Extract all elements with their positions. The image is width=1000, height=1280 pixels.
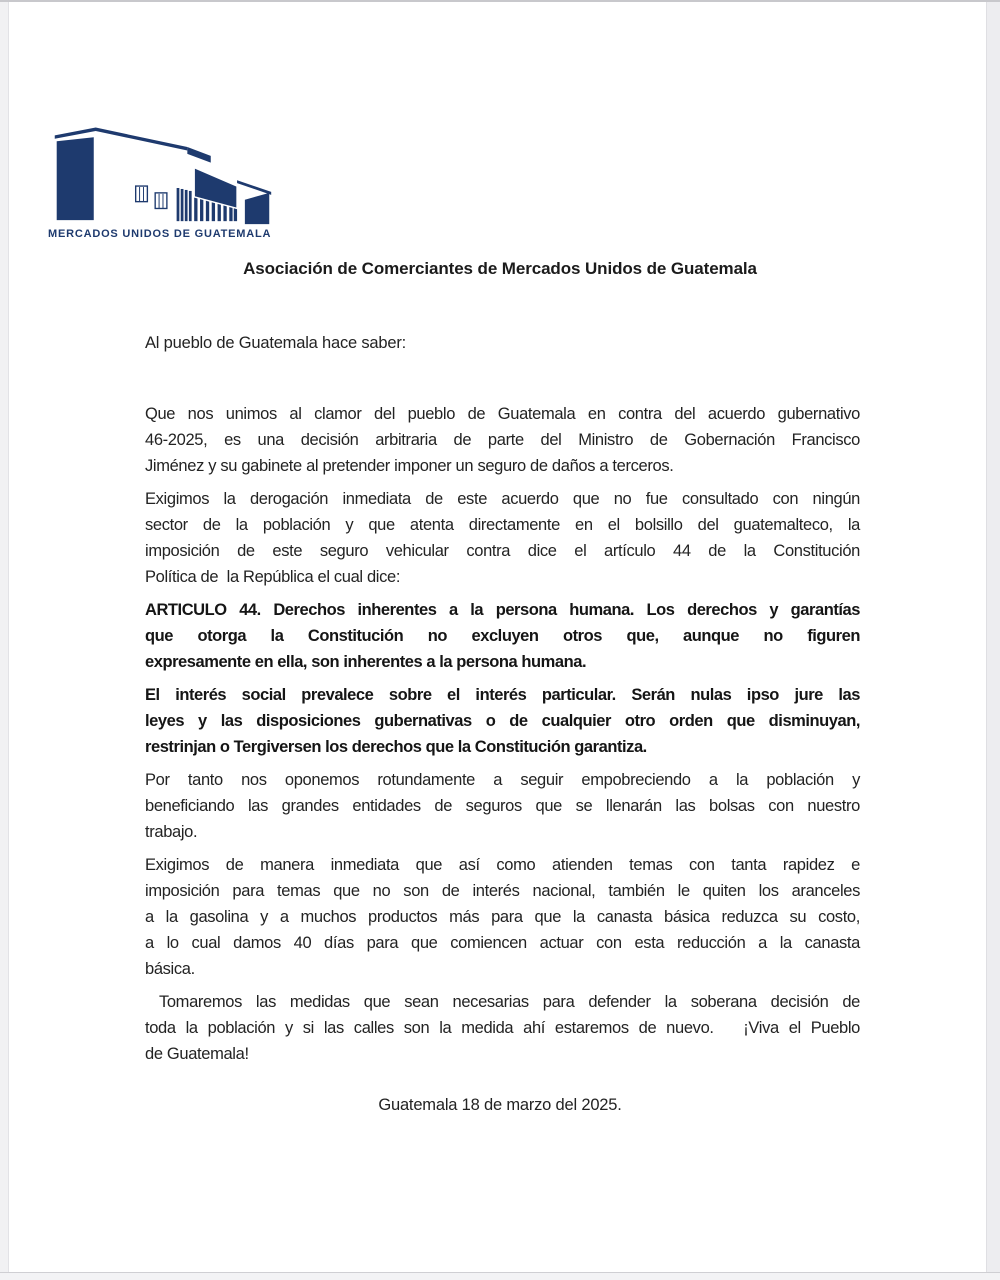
- paragraph: [145, 989, 860, 1067]
- page-edge-top: [0, 0, 1000, 2]
- document-body: [145, 401, 860, 1074]
- text-line: imposición de este seguro vehicular contra dice el artículo 44 de la Constitución: [145, 542, 860, 560]
- paragraph: [145, 852, 860, 982]
- text-line: trabajo.: [145, 823, 198, 841]
- building-logo-icon: [48, 110, 276, 227]
- text-line: básica.: [145, 960, 195, 978]
- text-line: 46-2025, es una decisión arbitraria de parte del Ministro de Gobernación Francisco: [145, 431, 860, 449]
- text-line: Política de la República el cual dice:: [145, 568, 401, 586]
- paragraph: [145, 597, 860, 675]
- page-edge-right: [986, 2, 1000, 1280]
- text-line: expresamente en ella, son inherentes a la persona humana.: [145, 653, 587, 671]
- paragraph: [145, 682, 860, 760]
- paragraph: [145, 486, 860, 590]
- text-line: Que nos unimos al clamor del pueblo de Guatemala en contra del acuerdo gubernativo: [145, 405, 860, 423]
- page-edge-left: [0, 2, 9, 1280]
- text-line: Tomaremos las medidas que sean necesarias para defender la soberana decisión de: [145, 993, 860, 1011]
- text-line: de Guatemala!: [145, 1045, 249, 1063]
- logo: [48, 110, 280, 240]
- text-line: leyes y las disposiciones gubernativas o de cualquier otro orden que disminuyan,: [145, 712, 860, 730]
- text-line: Exigimos de manera inmediata que así como atienden temas con tanta rapidez e: [145, 856, 860, 874]
- text-line: imposición para temas que no son de interés nacional, también le quiten los aranceles: [145, 882, 860, 900]
- page-edge-bottom: [0, 1272, 1000, 1280]
- salutation: Al pueblo de Guatemala hace saber:: [145, 334, 407, 352]
- text-line: a la gasolina y a muchos productos más para que la canasta básica reduzca su costo,: [145, 908, 860, 926]
- logo-caption: MERCADOS UNIDOS DE GUATEMALA: [48, 228, 272, 240]
- text-line: Jiménez y su gabinete al pretender imponer un seguro de daños a terceros.: [145, 457, 674, 475]
- document-title: Asociación de Comerciantes de Mercados Unidos de Guatemala: [243, 259, 757, 278]
- paragraph: [145, 401, 860, 479]
- text-line: El interés social prevalece sobre el interés particular. Serán nulas ipso jure las: [145, 686, 860, 704]
- text-line: Exigimos la derogación inmediata de este acuerdo que no fue consultado con ningún: [145, 490, 860, 508]
- text-line: que otorga la Constitución no excluyen otros que, aunque no figuren: [145, 627, 860, 645]
- text-line: sector de la población y que atenta directamente en el bolsillo del guatemalteco, la: [145, 516, 860, 534]
- text-line: ARTICULO 44. Derechos inherentes a la persona humana. Los derechos y garantías: [145, 601, 860, 619]
- text-line: toda la población y si las calles son la medida ahí estaremos de nuevo. ¡Viva el Pueblo: [145, 1019, 860, 1037]
- text-line: restrinjan o Tergiversen los derechos que la Constitución garantiza.: [145, 738, 647, 756]
- text-line: a lo cual damos 40 días para que comiencen actuar con esta reducción a la canasta: [145, 934, 860, 952]
- date-line: Guatemala 18 de marzo del 2025.: [378, 1096, 622, 1114]
- text-line: Por tanto nos oponemos rotundamente a seguir empobreciendo a la población y: [145, 771, 860, 789]
- text-line: beneficiando las grandes entidades de seguros que se llenarán las bolsas con nuestro: [145, 797, 860, 815]
- paragraph: [145, 767, 860, 845]
